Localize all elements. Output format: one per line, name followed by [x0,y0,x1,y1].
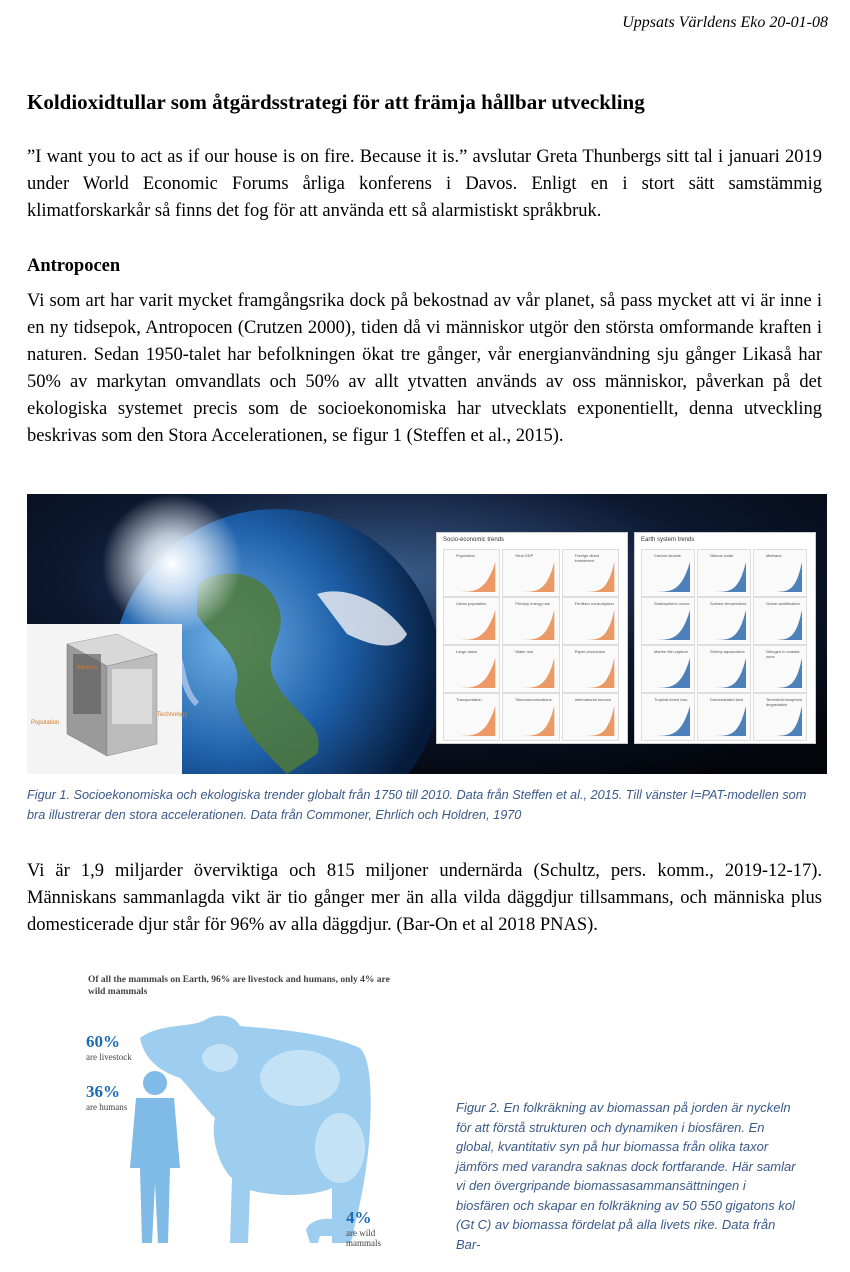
trend-mini-label: Stratospheric ozone [654,601,690,606]
trend-mini-label: Tropical forest loss [654,697,688,702]
trend-mini-label: Shrimp aquaculture [710,649,745,654]
stat-humans-value: 36% [86,1082,120,1101]
cube-label-technology: Technology [157,712,188,718]
trend-mini-label: Telecommunications [515,697,552,702]
trend-mini-label: Fertilizer consumption [574,601,614,606]
section-heading-antropocen: Antropocen [27,256,121,276]
trend-mini-label: Primary energy use [515,601,551,606]
trend-mini-chart [753,549,807,597]
stat-livestock [86,1032,132,1062]
trend-mini-label: Real GDP [515,553,534,558]
trend-mini-chart [502,597,559,645]
trend-mini-label: Domesticated land [710,697,744,702]
trend-mini-label: Nitrogen to coastal zone [766,649,800,659]
trend-mini-label: Terrestrial biosphere degradation [766,697,803,707]
trend-mini-label: Water use [515,649,534,654]
trend-mini-chart [697,693,751,741]
stat-livestock-value: 60% [86,1032,120,1051]
trend-mini-label: Foreign direct investment [574,553,600,563]
earth-system-trends-panel [634,532,816,744]
cube-label-population: Population [31,720,60,726]
trend-mini-label: Marine fish capture [654,649,689,654]
figure-1-image [27,494,827,774]
socio-economic-trends-panel [436,532,628,744]
trend-mini-chart [753,645,807,693]
trend-mini-label: Methane [766,553,782,558]
trend-mini-chart [443,597,500,645]
stat-humans-label: are humans [86,1102,128,1112]
trend-mini-chart [641,645,695,693]
trend-mini-label: Transportation [456,697,482,702]
trend-mini-chart [697,549,751,597]
trend-mini-chart [641,549,695,597]
document-header: Uppsats Världens Eko 20-01-08 [622,14,828,31]
figure-2-title: Of all the mammals on Earth, 96% are livestock and humans, only 4% are wild mammals [88,975,390,997]
trend-mini-chart [641,597,695,645]
trend-mini-label: Large dams [456,649,478,654]
stat-wild-label: are wild mammals [346,1228,381,1248]
trend-mini-chart [562,549,619,597]
trend-mini-chart [443,645,500,693]
cube-label-affluence: Affluence [77,665,98,671]
figure-1-caption: Figur 1. Socioekonomiska och ekologiska trender globalt från 1750 till 2010. Data från Steffen et al., 2015. Till vänster I=PAT-modellen som bra illustrerar den stora accelerationen. Data från Commoner, Ehrlich och Holdren, 1970 [27,788,807,822]
stat-wild-value: 4% [346,1208,372,1227]
ipat-cube [27,624,187,774]
socio-panel-title: Socio-economic trends [443,537,505,543]
document-title: Koldioxidtullar som åtgärdsstrategi för att främja hållbar utveckling [27,90,645,114]
trend-mini-chart [641,693,695,741]
antropocen-paragraph: Vi som art har varit mycket framgångsrika dock på bekostnad av vår planet, så pass mycket att vi är inne i en ny tidsepok, Antropocen (Crutzen 2000), tiden då vi människor utgör den största omformande kraften i naturen. Sedan 1950-talet har befolkningen ökat tre gånger, vår energianvändning sju gånger Likaså har 50% av markytan omvandlats och 50% av allt ytvatten används av oss människor, påverkan på det ekologiska systemet precis som de socioekonomiska har utvecklats exponentiellt, denna utveckling beskrivas som den Stora Accelerationen, se figur 1 (Steffen et al., 2015). [27,291,822,446]
trend-mini-chart [697,645,751,693]
trend-mini-chart [443,549,500,597]
intro-paragraph: ”I want you to act as if our house is on fire. Because it is.” avslutar Greta Thunbergs sitt tal i januari 2019 under World Economic Forums årliga konferens i Davos. Enligt en i stort sätt samstämmig klimatforskarkår så finns det fog för att använda ett så alarmistiskt språkbruk. [27,147,822,221]
trend-mini-chart [753,597,807,645]
stat-humans [86,1082,127,1112]
trend-mini-chart [502,645,559,693]
trend-mini-label: Paper production [574,649,606,654]
trend-mini-chart [753,693,807,741]
trend-mini-label: Carbon dioxide [654,553,681,558]
trend-mini-chart [697,597,751,645]
trend-mini-label: Surface temperature [710,601,747,606]
trend-mini-chart [562,645,619,693]
biomass-paragraph: Vi är 1,9 miljarder överviktiga och 815 miljoner undernärda (Schultz, pers. komm., 2019-12-17). Människans sammanlagda vikt är tio gånger mer än alla vilda däggdjur tillsammans, och människa plus domesticerade djur står för 96% av alla däggdjur. (Bar-On et al 2018 PNAS). [27,861,822,935]
trend-mini-label: Nitrous oxide [710,553,734,558]
trend-mini-label: Population [456,553,475,558]
sun-flare [102,494,242,634]
stat-wild [346,1208,406,1248]
trend-mini-label: International tourism [574,697,611,702]
trend-mini-chart [502,693,559,741]
trend-mini-chart [562,693,619,741]
trend-mini-chart [443,693,500,741]
figure-2-caption: Figur 2. En folkräkning av biomassan på jorden är nyckeln för att förstå strukturen och dynamiken i biosfären. En global, kvantitativ syn på hur biomassa från olika taxor jämförs med varandra saknas dock fortfarande. Här samlar vi den övergripande biomassasammansättningen i biosfären och skapar en folkräkning av 50 550 gigatons kol (Gt C) av biomassa fördelat på alla livets rike. Data från Bar- [456,1100,796,1252]
trend-mini-chart [562,597,619,645]
stat-livestock-label: are livestock [86,1052,132,1062]
figure-2-image [70,968,440,1258]
trend-mini-label: Ocean acidification [766,601,800,606]
earth-panel-title: Earth system trends [641,537,695,543]
human-silhouette [130,1071,180,1243]
trend-mini-label: Urban population [456,601,487,606]
trend-mini-chart [502,549,559,597]
